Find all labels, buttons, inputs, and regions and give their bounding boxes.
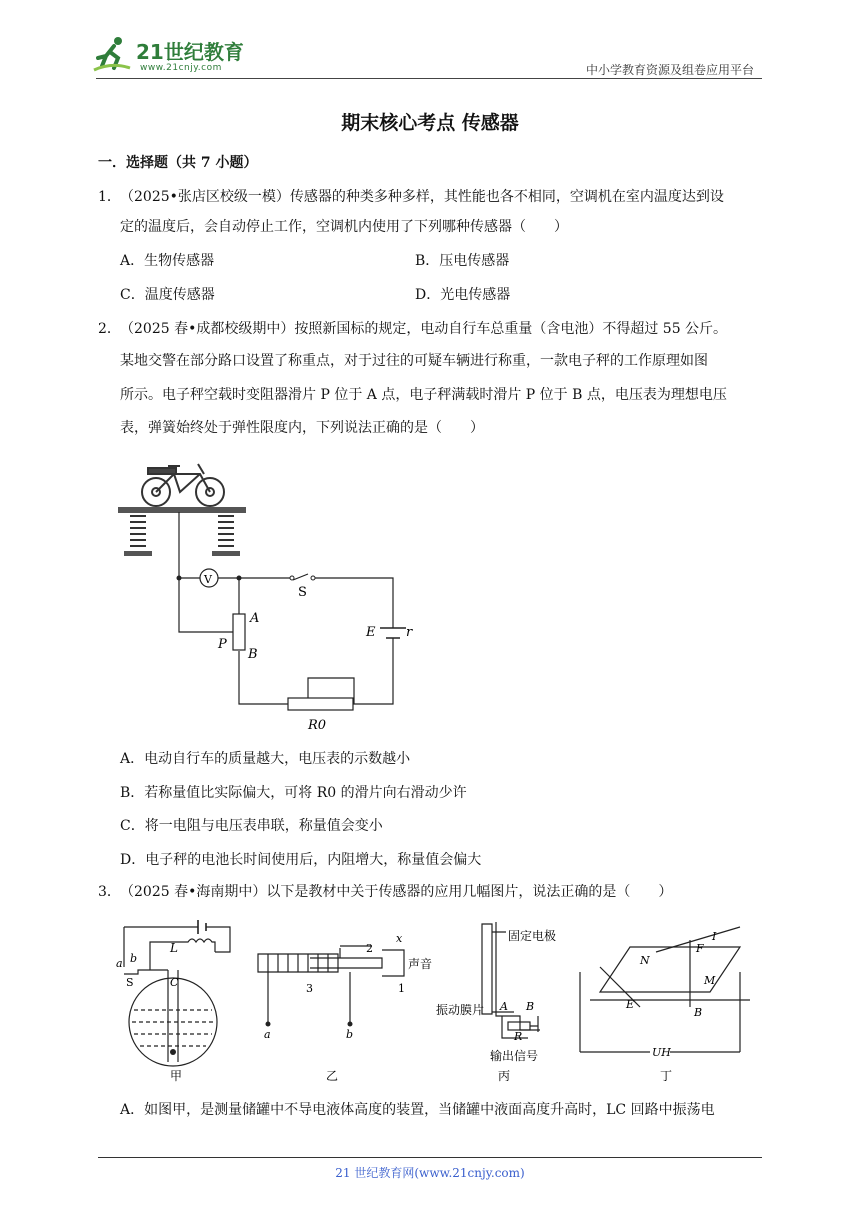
header-platform-text: 中小学教育资源及组卷应用平台 [585,63,754,77]
fig-yi-1: 1 [398,982,405,995]
fig-yi-x: x [396,932,403,945]
emf-label: E [366,625,376,640]
runner-logo-icon [92,34,132,74]
fig-yi-sound: 声音 [408,957,433,971]
internal-r-label: r [406,625,413,640]
header-divider [96,78,762,79]
rheostat-ab [233,614,245,650]
fig-bing-film: 振动膜片 [436,1003,485,1017]
switch-label: S [298,585,307,600]
fig-yi-2: 2 [366,942,373,955]
site-logo [92,34,262,78]
q1-option-a: A．生物传感器 [120,253,215,269]
point-a-label: A [250,611,260,626]
section-heading: 一．选择题（共 7 小题） [98,155,258,171]
q3-option-a: A．如图甲，是测量储罐中不导电液体高度的装置，当储罐中液面高度升高时，LC 回路中振荡电 [120,1102,715,1118]
q1-line1: （2025•张店区校级一模）传感器的种类多种多样，其性能也各不相同，空调机在室内温度达到设 [120,189,724,205]
fig-bing-r: R [514,1030,523,1043]
voltmeter-label: V [204,573,212,586]
caption-jia: 甲 [170,1069,183,1083]
fig-ding-m: M [704,974,716,987]
fig-ding-e: E [626,998,635,1011]
q2-line2: 某地交警在部分路口设置了称重点，对于过往的可疑车辆进行称重，一款电子秤的工作原理如图 [120,353,708,369]
q2-number: 2． [98,321,121,337]
resistor-r0 [288,698,353,710]
caption-ding: 丁 [660,1069,673,1083]
q1-line2: 定的温度后，会自动停止工作，空调机内使用了下列哪种传感器（ ） [120,219,568,235]
q1-option-d: D．光电传感器 [415,287,511,303]
fig-ding-uh: UH [652,1046,671,1059]
page-title: 期末核心考点 传感器 [341,112,519,134]
fig-yi-3: 3 [306,982,313,995]
q2-option-b: B．若称量值比实际偏大，可将 R0 的滑片向右滑动少许 [120,785,467,801]
logo-sub-text: www.21cnjy.com [140,63,222,73]
footer-link[interactable]: 21 世纪教育网(www.21cnjy.com) [335,1166,525,1180]
fig-bing-fixed: 固定电极 [508,929,557,943]
fig-bing-a: A [500,1000,508,1013]
fig-yi-b: b [346,1028,354,1041]
q1-number: 1． [98,189,121,205]
q3-number: 3． [98,884,121,900]
q1-option-c: C．温度传感器 [120,287,215,303]
fig-jia-s: S [126,976,134,989]
point-p-label: P [218,637,227,652]
fig-ding-n: N [640,954,650,967]
caption-yi: 乙 [326,1069,339,1083]
fig-ding-b: B [694,1006,703,1019]
q2-option-c: C．将一电阻与电压表串联，称量值会变小 [120,818,383,834]
fig-bing-output: 输出信号 [490,1049,539,1063]
q3-figures [110,912,750,1086]
logo-main-text: 21世纪教育 [136,40,244,64]
fig-jia-c: C [170,976,179,989]
fig-jia-l: L [170,941,178,955]
q1-option-b: B．压电传感器 [415,253,510,269]
point-b-label: B [248,647,258,662]
caption-bing: 丙 [498,1069,511,1083]
fig-jia-a: a [116,957,123,970]
footer-divider [98,1157,762,1158]
q2-line1: （2025 春•成都校级期中）按照新国标的规定，电动自行车总重量（含电池）不得超过 55 公斤。 [120,321,728,337]
r0-label: R0 [308,718,327,733]
q2-line3: 所示。电子秤空载时变阻器滑片 P 位于 A 点，电子秤满载时滑片 P 位于 B 点，电压表为理想电压 [120,387,727,403]
fig-jia-b: b [130,952,138,965]
q2-line4: 表，弹簧始终处于弹性限度内，下列说法正确的是（ ） [120,420,484,436]
fig-bing-b: B [526,1000,535,1013]
q2-circuit-figure [118,456,418,736]
spring-icon [130,516,234,546]
q3-line1: （2025 春•海南期中）以下是教材中关于传感器的应用几幅图片，说法正确的是（ ） [120,884,673,900]
fig-yi-a: a [264,1028,271,1041]
scale-platform [118,507,246,513]
q2-option-d: D．电子秤的电池长时间使用后，内阻增大，称量值会偏大 [120,852,482,868]
fig-ding-f: F [696,942,704,955]
q2-option-a: A．电动自行车的质量越大，电压表的示数越小 [120,751,411,767]
bicycle-icon [142,464,224,506]
fig-ding-i: I [712,930,717,943]
